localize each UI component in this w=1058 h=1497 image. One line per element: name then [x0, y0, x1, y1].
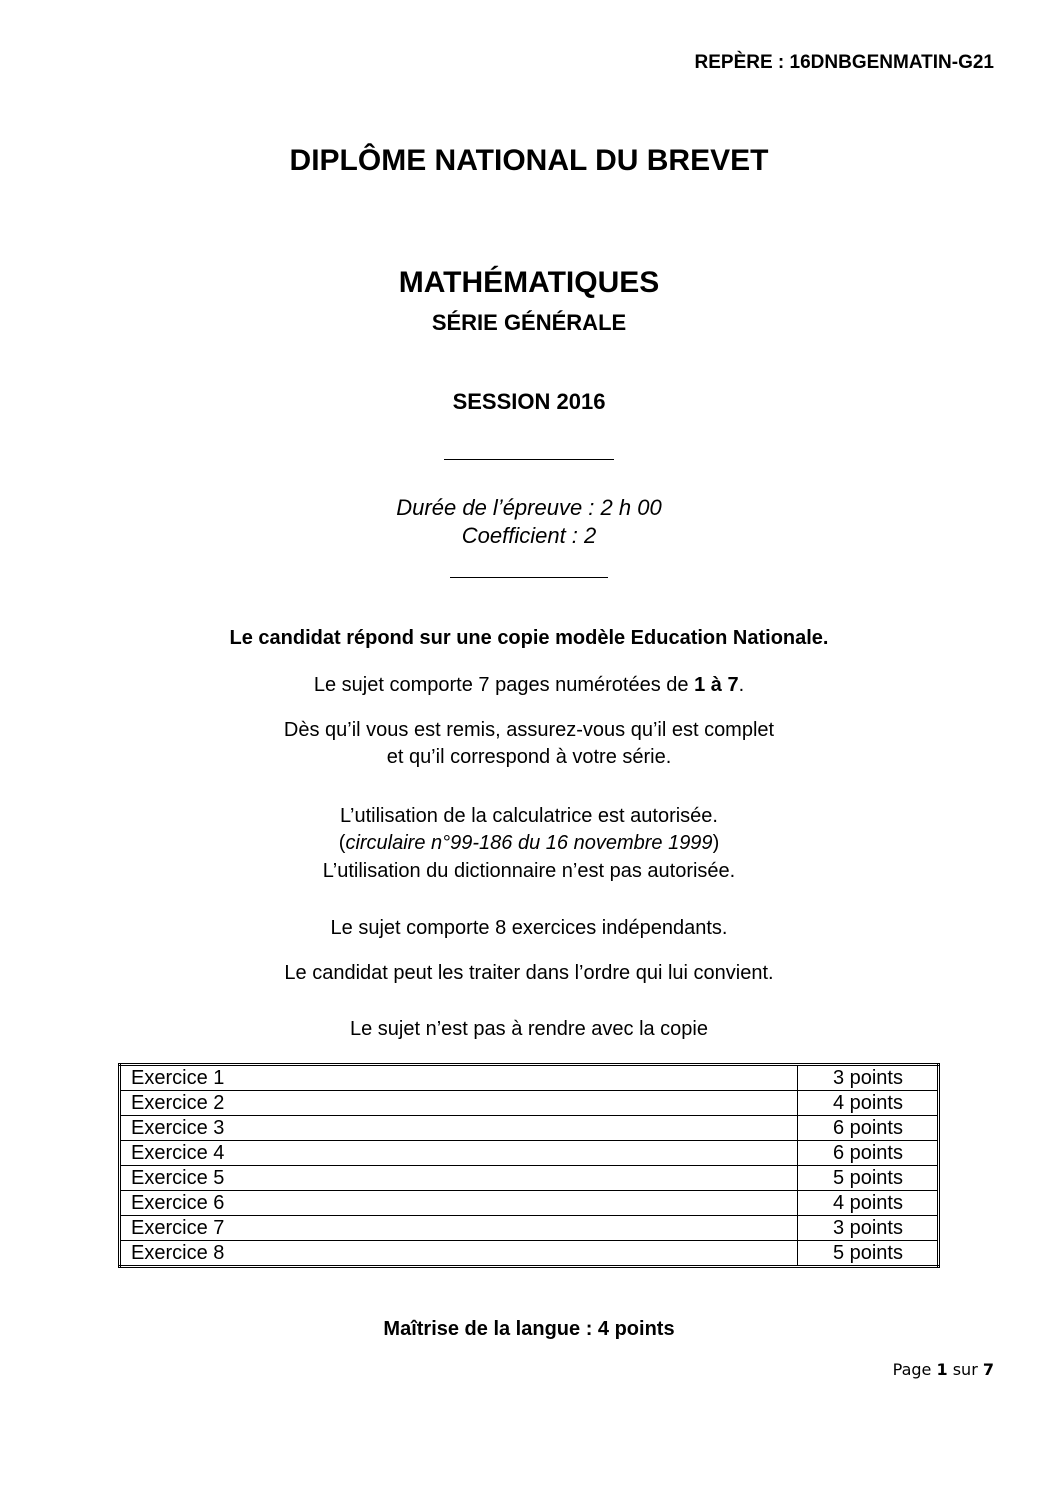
page-current: 1	[936, 1360, 948, 1379]
table-row	[120, 1216, 939, 1241]
exercise-points: 3 points	[798, 1065, 939, 1091]
exam-coefficient: Coefficient : 2	[461, 523, 597, 548]
document-title: DIPLÔME NATIONAL DU BREVET	[289, 144, 769, 177]
exercise-label: Exercice 1	[120, 1065, 798, 1091]
pages-range: 1 à 7	[694, 674, 739, 696]
exercise-points: 5 points	[798, 1166, 939, 1191]
order-instruction: Le candidat peut les traiter dans l’ordre qui lui convient.	[284, 962, 774, 984]
table-row	[120, 1065, 939, 1091]
circular-open: (	[338, 832, 346, 854]
language-mastery-points: Maîtrise de la langue : 4 points	[383, 1318, 675, 1340]
points-table	[118, 1063, 940, 1268]
return-instruction: Le sujet n’est pas à rendre avec la copie	[350, 1018, 708, 1040]
exercise-points: 3 points	[798, 1216, 939, 1241]
exercise-label: Exercice 3	[120, 1116, 798, 1141]
circular-text: circulaire n°99-186 du 16 novembre 1999	[345, 832, 713, 854]
exercise-points: 4 points	[798, 1091, 939, 1116]
copy-model-instruction: Le candidat répond sur une copie modèle Education Nationale.	[229, 627, 829, 649]
remis-instruction-line1: Dès qu’il vous est remis, assurez-vous qu’il est complet	[283, 719, 775, 741]
divider-top	[444, 459, 614, 460]
pages-prefix: Le sujet comporte 7 pages numérotées de	[313, 674, 695, 696]
exercise-label: Exercice 7	[120, 1216, 798, 1241]
exercise-points: 5 points	[798, 1241, 939, 1267]
exercise-points: 4 points	[798, 1191, 939, 1216]
exam-duration: Durée de l’épreuve : 2 h 00	[396, 495, 662, 520]
pages-instruction	[0, 674, 1058, 697]
table-row	[120, 1116, 939, 1141]
exercise-points: 6 points	[798, 1141, 939, 1166]
table-row	[120, 1191, 939, 1216]
table-row	[120, 1091, 939, 1116]
series-title: SÉRIE GÉNÉRALE	[431, 310, 627, 335]
document-reference: REPÈRE : 16DNBGENMATIN-G21	[694, 52, 994, 73]
session-title: SESSION 2016	[452, 389, 606, 414]
subject-title: MATHÉMATIQUES	[398, 266, 660, 299]
exercise-label: Exercice 5	[120, 1166, 798, 1191]
exercise-label: Exercice 6	[120, 1191, 798, 1216]
remis-instruction-line2: et qu’il correspond à votre série.	[386, 746, 672, 768]
calculator-instruction: L’utilisation de la calculatrice est autorisée.	[340, 805, 718, 827]
exercise-label: Exercice 4	[120, 1141, 798, 1166]
table-row	[120, 1241, 939, 1267]
exercise-points: 6 points	[798, 1116, 939, 1141]
exercise-label: Exercice 2	[120, 1091, 798, 1116]
exercises-count-instruction: Le sujet comporte 8 exercices indépendants.	[330, 917, 728, 939]
divider-bottom	[450, 577, 608, 578]
table-row	[120, 1141, 939, 1166]
pages-suffix: .	[738, 674, 745, 696]
page-number	[893, 1360, 994, 1379]
circular-close: )	[712, 832, 720, 854]
page-total: 7	[982, 1360, 994, 1379]
page-separator: sur	[947, 1360, 983, 1379]
page-label: Page	[892, 1360, 937, 1379]
exercise-label: Exercice 8	[120, 1241, 798, 1267]
dictionary-instruction: L’utilisation du dictionnaire n’est pas autorisée.	[322, 860, 736, 882]
circular-reference	[0, 832, 1058, 855]
table-row	[120, 1166, 939, 1191]
